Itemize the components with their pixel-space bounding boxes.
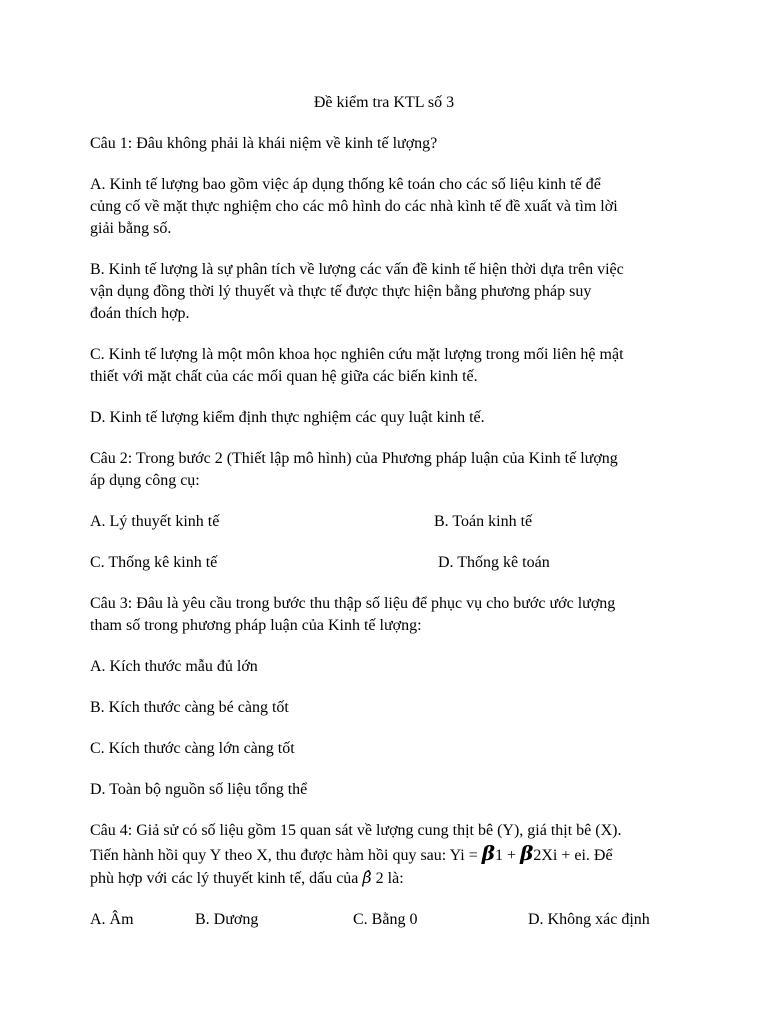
question-2-option-b: B. Toán kinh tế bbox=[434, 513, 533, 530]
question-text-fragment: 1 + bbox=[495, 847, 521, 864]
question-1-option-b bbox=[90, 259, 690, 325]
question-line: tham số trong phương pháp luận của Kinh tế lượng: bbox=[90, 617, 422, 634]
option-line: giải bằng số. bbox=[90, 220, 172, 237]
question-2-option-d: D. Thống kê toán bbox=[438, 554, 550, 571]
question-1-option-a bbox=[90, 174, 690, 240]
option-line: C. Kinh tế lượng là một môn khoa học nghiên cứu mặt lượng trong mối liên hệ mật bbox=[90, 346, 624, 363]
question-line bbox=[90, 842, 690, 867]
question-2-option-c: C. Thống kê kinh tế bbox=[90, 554, 218, 571]
beta-hat-symbol: β bbox=[520, 841, 534, 865]
question-2-options-row-1 bbox=[90, 511, 690, 533]
question-text-fragment: 2Xi + ei. Để bbox=[533, 847, 613, 864]
question-text-fragment: Tiến hành hồi quy Y theo X, thu được hàm hồi quy sau: Yi = bbox=[90, 847, 482, 864]
option-line: củng cố về mặt thực nghiệm cho các mô hình do các nhà kình tế đề xuất và tìm lời bbox=[90, 198, 618, 215]
question-line: Câu 4: Giả sử có số liệu gồm 15 quan sát về lượng cung thịt bê (Y), giá thịt bê (X). bbox=[90, 822, 622, 839]
question-line: Câu 3: Đâu là yêu cầu trong bước thu thập số liệu để phục vụ cho bước ước lượng bbox=[90, 595, 616, 612]
question-line: Câu 2: Trong bước 2 (Thiết lập mô hình) của Phương pháp luận của Kinh tế lượng bbox=[90, 450, 618, 467]
question-3-option-b: B. Kích thước càng bé càng tốt bbox=[90, 699, 289, 716]
question-3-option-c: C. Kích thước càng lớn càng tốt bbox=[90, 740, 295, 757]
document-title: Đề kiểm tra KTL số 3 bbox=[313, 94, 455, 111]
beta-hat-symbol: β bbox=[481, 841, 496, 865]
question-3-option-d: D. Toàn bộ nguồn số liệu tổng thể bbox=[90, 781, 308, 798]
beta-hat-symbol: β̂ bbox=[362, 868, 372, 887]
question-2-text bbox=[90, 448, 690, 492]
question-4-option-b: B. Dương bbox=[195, 911, 259, 928]
question-4-option-c: C. Bằng 0 bbox=[353, 911, 418, 928]
question-3-text bbox=[90, 593, 690, 637]
option-line: A. Kinh tế lượng bao gồm việc áp dụng thống kê toán cho các số liệu kinh tế để bbox=[90, 176, 601, 193]
question-4-option-a: A. Âm bbox=[90, 911, 134, 928]
option-line: B. Kinh tế lượng là sự phân tích về lượng các vấn đề kinh tế hiện thời dựa trên việc bbox=[90, 261, 624, 278]
question-3-option-a: A. Kích thước mẫu đủ lớn bbox=[90, 658, 258, 675]
question-1-option-c bbox=[90, 344, 690, 388]
question-1-option-d: D. Kinh tế lượng kiểm định thực nghiệm các quy luật kinh tế. bbox=[90, 409, 485, 426]
exam-document bbox=[90, 92, 690, 931]
option-line: thiết với mặt chất của các mối quan hệ giữa các biến kinh tế. bbox=[90, 368, 478, 385]
question-4-option-d: D. Không xác định bbox=[528, 911, 650, 928]
question-text-fragment: phù hợp với các lý thuyết kinh tế, dấu của bbox=[90, 870, 363, 887]
option-line: đoán thích hợp. bbox=[90, 305, 190, 322]
question-4-text bbox=[90, 820, 690, 890]
question-2-option-a: A. Lý thuyết kinh tế bbox=[90, 513, 220, 530]
question-2-options-row-2 bbox=[90, 552, 690, 574]
question-line bbox=[90, 867, 690, 890]
question-4-options-row bbox=[90, 909, 690, 931]
question-text-fragment: 2 là: bbox=[371, 870, 404, 887]
option-line: vận dụng đồng thời lý thuyết và thực tế được thực hiện bằng phương pháp suy bbox=[90, 283, 592, 300]
question-line: áp dụng công cụ: bbox=[90, 472, 200, 489]
question-1-text: Câu 1: Đâu không phải là khái niệm về kinh tế lượng? bbox=[90, 135, 438, 152]
